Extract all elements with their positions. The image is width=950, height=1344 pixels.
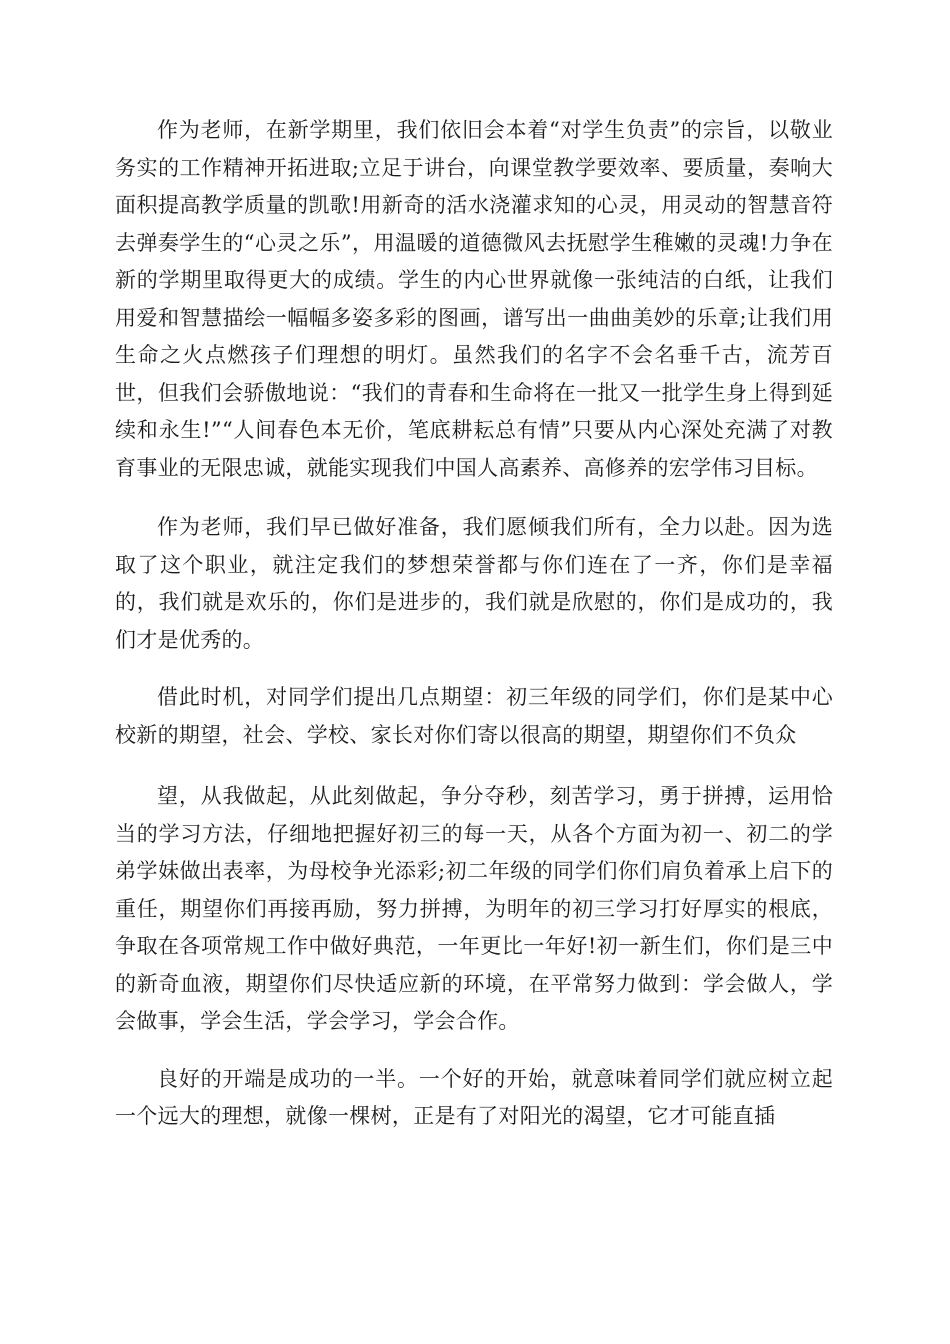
paragraph-teacher-readiness: 作为老师，我们早已做好准备，我们愿倾我们所有，全力以赴。因为选取了这个职业，就注定我们的梦想荣誉都与你们连在了一齐，你们是幸福的，我们就是欢乐的，你们是进步的，我们就是欣慰的，你们是成功的，我们才是优秀的。 — [115, 515, 833, 652]
document-body — [115, 112, 833, 1136]
paragraph-good-beginning: 良好的开端是成功的一半。一个好的开始，就意味着同学们就应树立起一个远大的理想，就像一棵树，正是有了对阳光的渴望，它才可能直插 — [115, 1066, 833, 1128]
paragraph-expectations-intro: 借此时机，对同学们提出几点期望：初三年级的同学们，你们是某中心校新的期望，社会、学校、家长对你们寄以很高的期望，期望你们不负众 — [115, 685, 833, 747]
paragraph-teacher-commitment: 作为老师，在新学期里，我们依旧会本着“对学生负责”的宗旨，以敬业务实的工作精神开拓进取;立足于讲台，向课堂教学要效率、要质量，奏响大面积提高教学质量的凯歌!用新奇的活水浇灌求知的心灵，用灵动的智慧音符去弹奏学生的“心灵之乐”，用温暖的道德微风去抚慰学生稚嫩的灵魂!力争在新的学期里取得更大的成绩。学生的内心世界就像一张纯洁的白纸，让我们用爱和智慧描绘一幅幅多姿多彩的图画，谱写出一曲曲美妙的乐章;让我们用生命之火点燃孩子们理想的明灯。虽然我们的名字不会名垂千古，流芳百世，但我们会骄傲地说：“我们的青春和生命将在一批又一批学生身上得到延续和永生!”“人间春色本无价，笔底耕耘总有情”只要从内心深处充满了对教育事业的无限忠诚，就能实现我们中国人高素养、高修养的宏学伟习目标。 — [115, 118, 833, 480]
paragraph-grade-expectations: 望，从我做起，从此刻做起，争分夺秒，刻苦学习，勇于拼搏，运用恰当的学习方法，仔细地把握好初三的每一天，从各个方面为初一、初二的学弟学妹做出表率，为母校争光添彩;初二年级的同学们你们肩负着承上启下的重任，期望你们再接再励，努力拼搏，为明年的初三学习打好厚实的根底，争取在各项常规工作中做好典范，一年更比一年好!初一新生们，你们是三中的新奇血液，期望你们尽快适应新的环境，在平常努力做到：学会做人，学会做事，学会生活，学会学习，学会合作。 — [115, 784, 833, 1033]
